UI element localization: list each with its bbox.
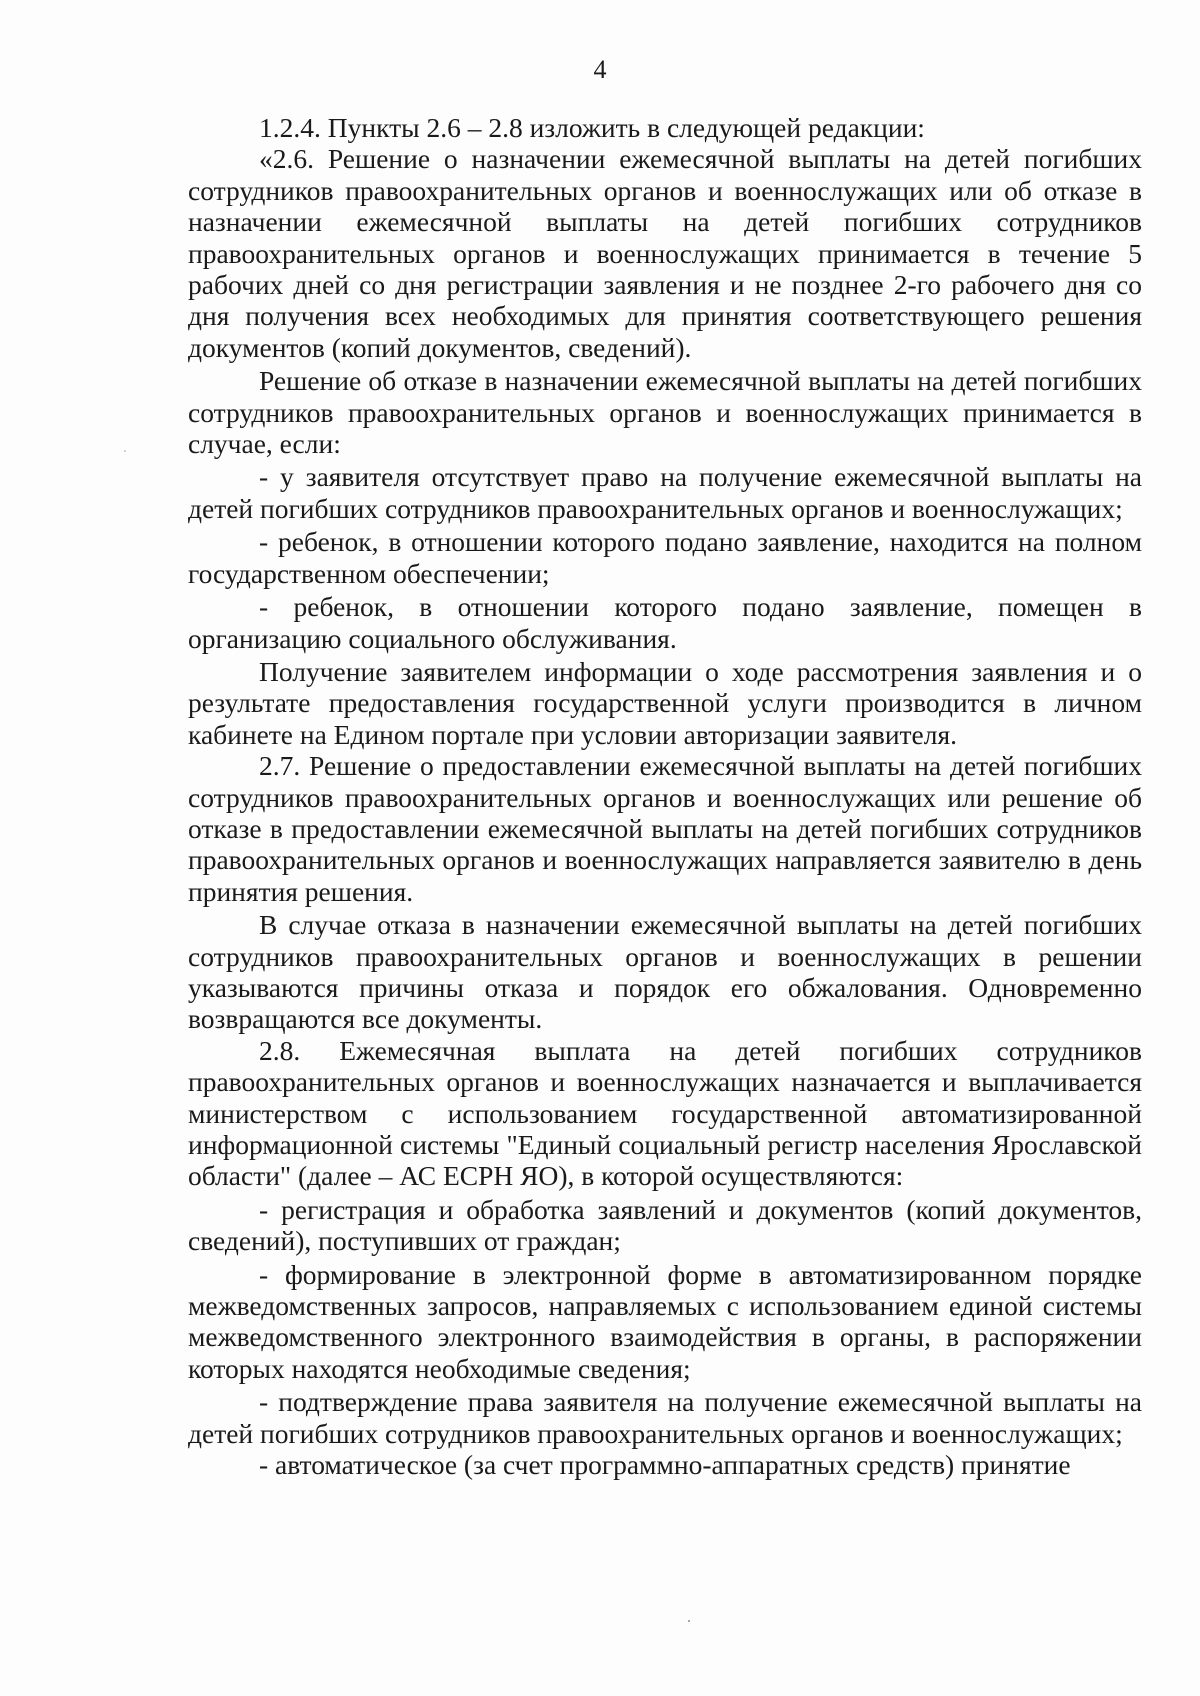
page-number: 4: [593, 55, 607, 84]
paragraph-2-6: «2.6. Решение о назначении ежемесячной выплаты на детей погибших сотрудников правоохранительных органов и военнослужащих или об отказе в назначении ежемесячной выплаты на детей погибших сотрудников правоохранительных органов и военнослужащих принимается в течение 5 рабочих дней со дня регистрации заявления и не позднее 2-го рабочего дня со дня получения всех необходимых для принятия соответствующего решения документов (копий документов, сведений).: [188, 143, 1142, 363]
scan-speck: [124, 450, 126, 452]
paragraph-2-8: 2.8. Ежемесячная выплата на детей погибших сотрудников правоохранительных органов и военнослужащих назначается и выплачивается министерством с использованием государственной автоматизированной информационной системы "Единый социальный регистр населения Ярославской области" (далее – АС ЕСРН ЯО), в которой осуществляются:: [188, 1034, 1142, 1192]
list-item-registration: - регистрация и обработка заявлений и документов (копий документов, сведений), поступивших от граждан;: [188, 1193, 1142, 1257]
list-item-interagency-requests: - формирование в электронной форме в автоматизированном порядке межведомственных запросов, направляемых с использованием единой системы межведомственного электронного взаимодействия в органы, в распоряжении которых находятся необходимые сведения;: [188, 1258, 1142, 1384]
list-item-right-confirmation: - подтверждение права заявителя на получение ежемесячной выплаты на детей погибших сотрудников правоохранительных органов и военнослужащих;: [188, 1386, 1142, 1449]
document-body: [188, 112, 1142, 1480]
paragraph-applicant-info: Получение заявителем информации о ходе рассмотрения заявления и о результате предоставления государственной услуги производится в личном кабинете на Едином портале при условии авторизации заявителя.: [188, 655, 1142, 750]
paragraph-refusal-reasons: В случае отказа в назначении ежемесячной выплаты на детей погибших сотрудников правоохранительных органов и военнослужащих в решении указываются причины отказа и порядок его обжалования. Одновременно возвращаются все документы.: [188, 909, 1142, 1035]
list-item-automatic-decision: - автоматическое (за счет программно-аппаратных средств) принятие: [259, 1449, 1071, 1481]
paragraph-1-2-4: 1.2.4. Пункты 2.6 – 2.8 изложить в следующей редакции:: [259, 112, 925, 143]
paragraph-refusal-grounds: Решение об отказе в назначении ежемесячной выплаты на детей погибших сотрудников правоохранительных органов и военнослужащих принимается в случае, если:: [188, 365, 1142, 460]
scan-speck: [688, 1620, 690, 1622]
list-item-no-right: - у заявителя отсутствует право на получение ежемесячной выплаты на детей погибших сотрудников правоохранительных органов и военнослужащих;: [188, 461, 1142, 524]
paragraph-2-7: 2.7. Решение о предоставлении ежемесячной выплаты на детей погибших сотрудников правоохранительных органов и военнослужащих или решение об отказе в предоставлении ежемесячной выплаты на детей погибших сотрудников правоохранительных органов и военнослужащих направляется заявителю в день принятия решения.: [188, 750, 1142, 907]
list-item-state-support: - ребенок, в отношении которого подано заявление, находится на полном государственном обеспечении;: [188, 526, 1142, 589]
list-item-social-service: - ребенок, в отношении которого подано заявление, помещен в организацию социального обслуживания.: [188, 591, 1142, 654]
